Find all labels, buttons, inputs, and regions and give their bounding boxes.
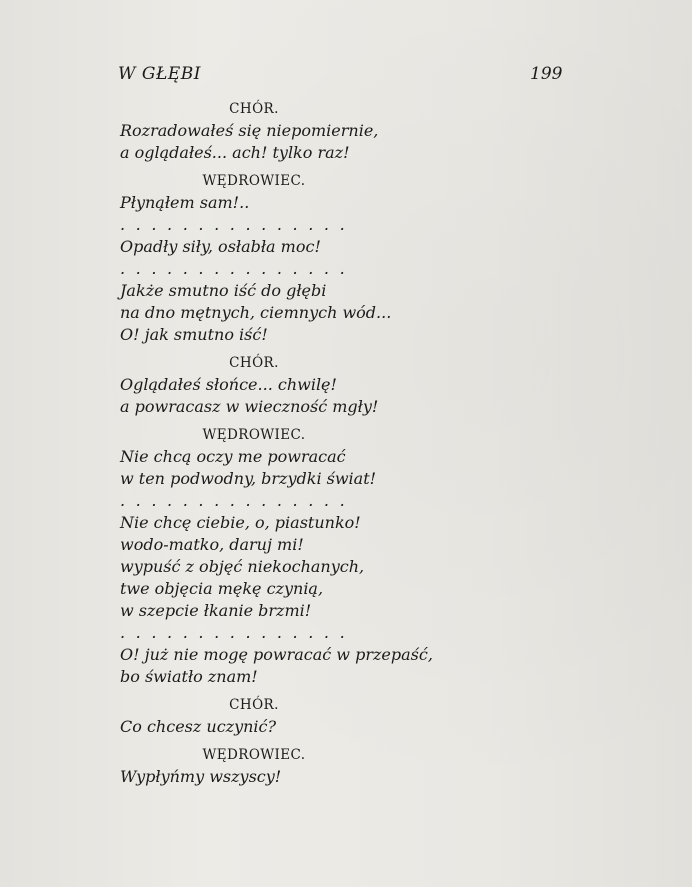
verse-line: O! już nie mogę powracać w przepaść, (120, 645, 433, 664)
running-head: W GŁĘBI (118, 64, 201, 84)
verse-line: wodo-matko, daruj mi! (120, 535, 304, 554)
poem-text (120, 98, 433, 788)
ellipsis-line: ............... (120, 623, 356, 642)
verse-line: bo światło znam! (120, 667, 258, 686)
verse-line: a oglądałeś... ach! tylko raz! (120, 143, 350, 162)
verse-line: wypuść z objęć niekochanych, (120, 557, 365, 576)
speaker-label: CHÓR. (229, 101, 279, 117)
verse-line: w szepcie łkanie brzmi! (120, 601, 312, 620)
verse-line: a powracasz w wieczność mgły! (120, 397, 379, 416)
ellipsis-line: ............... (120, 491, 356, 510)
ellipsis-line: ............... (120, 215, 356, 234)
speaker-label: CHÓR. (229, 697, 279, 713)
speaker-label: WĘDROWIEC. (202, 747, 306, 763)
verse-line: Co chcesz uczynić? (120, 717, 277, 736)
ellipsis-line: ............... (120, 259, 356, 278)
verse-line: na dno mętnych, ciemnych wód... (120, 303, 392, 322)
speaker-label: WĘDROWIEC. (202, 427, 306, 443)
verse-line: Nie chcę ciebie, o, piastunko! (120, 513, 361, 532)
verse-line: Nie chcą oczy me powracać (120, 447, 346, 466)
speaker-label: WĘDROWIEC. (202, 173, 306, 189)
verse-line: w ten podwodny, brzydki świat! (120, 469, 377, 488)
verse-line: Opadły siły, osłabła moc! (120, 237, 321, 256)
speaker-label: CHÓR. (229, 355, 279, 371)
verse-line: Jakże smutno iść do głębi (120, 281, 327, 300)
verse-line: Oglądałeś słońce... chwilę! (120, 375, 337, 394)
verse-line: Płynąłem sam!.. (120, 193, 250, 212)
verse-line: Rozradowałeś się niepomiernie, (120, 121, 379, 140)
page-number: 199 (530, 64, 563, 84)
verse-line: twe objęcia mękę czynią, (120, 579, 324, 598)
verse-line: O! jak smutno iść! (120, 325, 268, 344)
verse-line: Wypłyńmy wszyscy! (120, 767, 282, 786)
